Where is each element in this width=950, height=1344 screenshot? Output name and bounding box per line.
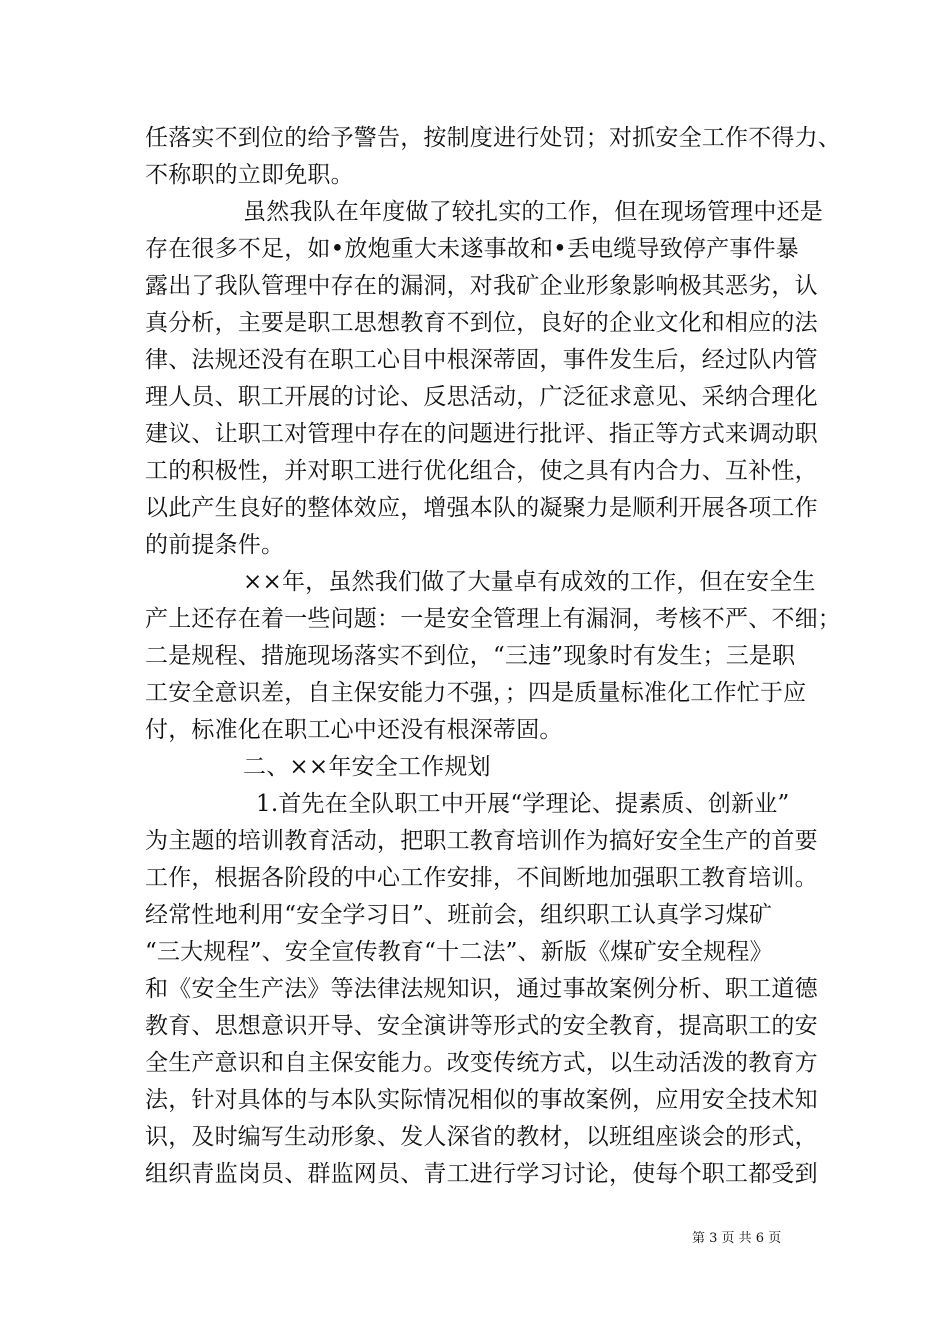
text-line: 工的积极性，并对职工进行优化组合，使之具有内合力、互补性， — [145, 458, 818, 484]
text-line: 识，及时编写生动形象、发人深省的教材，以班组座谈会的形式， — [145, 1124, 818, 1150]
text-line: 露出了我队管理中存在的漏洞，对我矿企业形象影响极其恶劣，认 — [145, 273, 818, 299]
text-line: 法，针对具体的与本队实际情况相似的事故案例，应用安全技术知 — [145, 1087, 818, 1113]
text-line: 任落实不到位的给予警告，按制度进行处罚；对抓安全工作不得力、 — [145, 125, 841, 151]
text-line: 二是规程、措施现场落实不到位，“三违”现象时有发生；三是职 — [145, 643, 796, 669]
text-line: 教育、思想意识开导、安全演讲等形式的安全教育，提高职工的安 — [145, 1013, 818, 1039]
paragraph-start: 虽然我队在年度做了较扎实的工作，但在现场管理中还是 — [243, 199, 823, 225]
text-line: 不称职的立即免职。 — [145, 162, 354, 188]
text-line: 经常性地利用“安全学习日”、班前会，组织职工认真学习煤矿 — [145, 902, 773, 928]
text-line: 真分析，主要是职工思想教育不到位，良好的企业文化和相应的法 — [145, 310, 818, 336]
text-line: 理人员、职工开展的讨论、反思活动，广泛征求意见、采纳合理化 — [145, 384, 818, 410]
paragraph-start: 1.首先在全队职工中开展“学理论、提素质、创新业” — [256, 791, 790, 817]
text-line: 建议、让职工对管理中存在的问题进行批评、指正等方式来调动职 — [145, 421, 818, 447]
text-line: 以此产生良好的整体效应，增强本队的凝聚力是顺利开展各项工作 — [145, 495, 818, 521]
text-line: “三大规程”、安全宣传教育“十二法”、新版《煤矿安全规程》 — [145, 939, 773, 965]
page-number-footer: 第 3 页 共 6 页 — [692, 1231, 782, 1246]
text-line: 产上还存在着一些问题：一是安全管理上有漏洞，考核不严、不细； — [145, 606, 841, 632]
text-line: 存在很多不足，如•放炮重大未遂事故和•丢电缆导致停产事件暴 — [145, 236, 799, 262]
text-line: 工安全意识差，自主保安能力不强，；四是质量标准化工作忙于应 — [145, 680, 807, 706]
text-line: 全生产意识和自主保安能力。改变传统方式，以生动活泼的教育方 — [145, 1050, 818, 1076]
paragraph-start: ××年，虽然我们做了大量卓有成效的工作，但在安全生 — [243, 569, 816, 595]
text-line: 组织青监岗员、群监网员、青工进行学习讨论，使每个职工都受到 — [145, 1161, 818, 1187]
text-line: 付，标准化在职工心中还没有根深蒂固。 — [145, 717, 563, 743]
text-line: 工作，根据各阶段的中心工作安排，不间断地加强职工教育培训。 — [145, 865, 818, 891]
text-line: 的前提条件。 — [145, 532, 285, 558]
text-line: 和《安全生产法》等法律法规知识，通过事故案例分析、职工道德 — [145, 976, 818, 1002]
text-line: 为主题的培训教育活动，把职工教育培训作为搞好安全生产的首要 — [145, 828, 818, 854]
text-line: 律、法规还没有在职工心目中根深蒂固，事件发生后，经过队内管 — [145, 347, 818, 373]
section-heading: 二、××年安全工作规划 — [243, 754, 491, 780]
